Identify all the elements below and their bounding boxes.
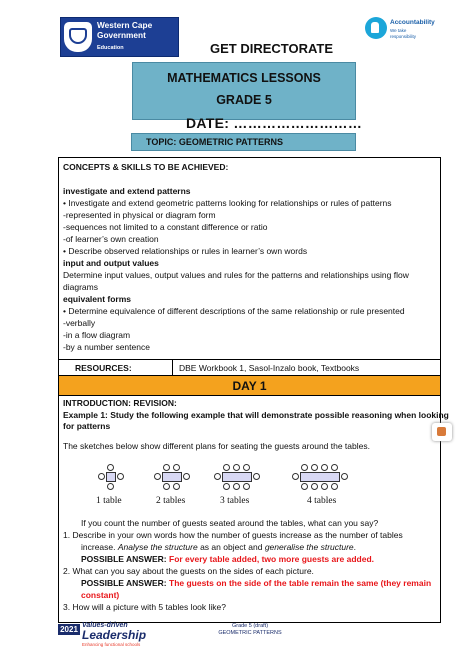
example-heading-1: Example 1: Study the following example that will demonstrate possible reasoning when looking: [63, 410, 449, 420]
guest-icon: [331, 483, 338, 490]
answer-1: [81, 554, 374, 564]
guest-icon: [311, 483, 318, 490]
question-1a: 1. Describe in your own words how the number of guests increase as the number of tables: [63, 530, 403, 540]
answer-label: POSSIBLE ANSWER:: [81, 554, 169, 564]
lesson-title: MATHEMATICS LESSONS: [167, 71, 321, 85]
guest-icon: [292, 473, 299, 480]
q1-text: increase.: [81, 542, 118, 552]
guest-icon: [163, 483, 170, 490]
concept-line: investigate and extend patterns: [63, 186, 191, 196]
tagline-text: Enhancing functional schools: [82, 642, 141, 647]
guest-icon: [163, 464, 170, 471]
concept-line: -sequences not limited to a constant difference or ratio: [63, 222, 268, 232]
q1-italic-1: Analyse the structure: [117, 542, 198, 552]
crest-icon: [64, 22, 92, 52]
guest-icon: [98, 473, 105, 480]
concept-line: • Describe observed relationships or rules in learner’s own words: [63, 246, 308, 256]
table-shape: [222, 472, 252, 482]
day-bar: [58, 375, 441, 396]
guest-icon: [117, 473, 124, 480]
answer-text: For every table added, two more guests are added.: [169, 554, 375, 564]
guest-icon: [183, 473, 190, 480]
resources-label: RESOURCES:: [75, 363, 132, 373]
question-2: 2. What can you say about the guests on the sides of each picture.: [63, 566, 314, 576]
question-intro: If you count the number of guests seated around the tables, what can you say?: [81, 518, 379, 528]
answer-2a: [81, 578, 431, 588]
footer-grade: Grade 5 (draft): [231, 623, 269, 629]
guest-icon: [301, 464, 308, 471]
table-shape: [106, 472, 116, 482]
directorate-heading: GET DIRECTORATE: [210, 41, 334, 56]
guest-icon: [243, 464, 250, 471]
guest-icon: [311, 464, 318, 471]
example-heading-2: for patterns: [63, 421, 111, 431]
values-text: Values-driven: [82, 622, 128, 629]
concept-line: • Investigate and extend geometric patterns looking for relationships or rules of patterns: [63, 198, 392, 208]
concept-line: -represented in physical or diagram form: [63, 210, 216, 220]
concepts-section: [58, 157, 441, 360]
accountability-logo: [365, 17, 441, 47]
floating-action-icon[interactable]: [432, 423, 452, 441]
resources-value: DBE Workbook 1, Sasol-Inzalo book, Textbooks: [179, 363, 360, 373]
q1-italic-2: generalise the structure: [264, 542, 354, 552]
question-1b: [81, 542, 356, 552]
q1-period: .: [353, 542, 357, 552]
day-label: DAY 1: [232, 379, 267, 393]
guest-icon: [107, 464, 114, 471]
concepts-heading: CONCEPTS & SKILLS TO BE ACHIEVED:: [63, 162, 229, 172]
wcg-name-line2: Government: [97, 29, 146, 40]
concept-line: input and output values: [63, 258, 159, 268]
concept-line: • Determine equivalence of different descriptions of the same relationship or rule presented: [63, 306, 405, 316]
sketch-text: The sketches below show different plans for seating the guests around the tables.: [63, 441, 370, 451]
guest-icon: [107, 483, 114, 490]
answer-2b: constant): [81, 590, 120, 600]
resources-label-cell: [58, 359, 173, 376]
guest-icon: [243, 483, 250, 490]
footer-center: [200, 623, 300, 637]
concept-line: -verbally: [63, 318, 96, 328]
guest-icon: [173, 483, 180, 490]
concept-line: diagrams: [63, 282, 98, 292]
wcg-name-line1: Western Cape: [97, 20, 153, 30]
guest-icon: [341, 473, 348, 480]
guest-icon: [301, 483, 308, 490]
q1-text-2: as an object and: [197, 542, 265, 552]
guest-icon: [173, 464, 180, 471]
date-line: DATE: ………………………: [186, 115, 363, 131]
guest-icon: [253, 473, 260, 480]
answer-label: POSSIBLE ANSWER:: [81, 578, 169, 588]
concept-line: Determine input values, output values and rules for the patterns and relationships using flow: [63, 270, 409, 280]
table-shape: [300, 472, 340, 482]
question-3: 3. How will a picture with 5 tables look like?: [63, 602, 226, 612]
table-shape: [162, 472, 182, 482]
concept-line: -of learner’s own creation: [63, 234, 159, 244]
grade-title: GRADE 5: [216, 93, 272, 107]
lesson-body: [58, 395, 449, 623]
hand-icon: [365, 17, 387, 39]
diagram-label: 2 tables: [156, 496, 186, 506]
intro-heading: INTRODUCTION: REVISION:: [63, 398, 177, 408]
guest-icon: [223, 483, 230, 490]
wcg-logo: [60, 17, 179, 57]
footer-topic: GEOMETRIC PATTERNS: [218, 630, 282, 636]
diagram-label: 3 tables: [220, 496, 250, 506]
answer-text: The guests on the side of the table remain the same (they remain: [169, 578, 432, 588]
wcg-education: Education: [97, 45, 124, 51]
concept-line: -by a number sentence: [63, 342, 150, 352]
guest-icon: [223, 464, 230, 471]
guest-icon: [154, 473, 161, 480]
guest-icon: [321, 483, 328, 490]
topic-label: TOPIC: GEOMETRIC PATTERNS: [146, 137, 284, 147]
accountability-sub1: We take: [390, 28, 407, 33]
concept-line: -in a flow diagram: [63, 330, 131, 340]
guest-icon: [331, 464, 338, 471]
resources-value-cell: [172, 359, 441, 376]
concept-line: equivalent forms: [63, 294, 132, 304]
topic-box: [131, 133, 356, 151]
diagram-label: 1 table: [96, 496, 122, 506]
guest-icon: [321, 464, 328, 471]
guest-icon: [233, 483, 240, 490]
guest-icon: [233, 464, 240, 471]
title-box: [132, 62, 356, 120]
year-badge: 2021: [58, 624, 80, 635]
diagram-label: 4 tables: [307, 496, 337, 506]
accountability-title: Accountability: [390, 19, 435, 26]
accountability-sub2: responsibility: [390, 33, 417, 39]
leadership-text: Leadership: [82, 628, 147, 642]
guest-icon: [214, 473, 221, 480]
